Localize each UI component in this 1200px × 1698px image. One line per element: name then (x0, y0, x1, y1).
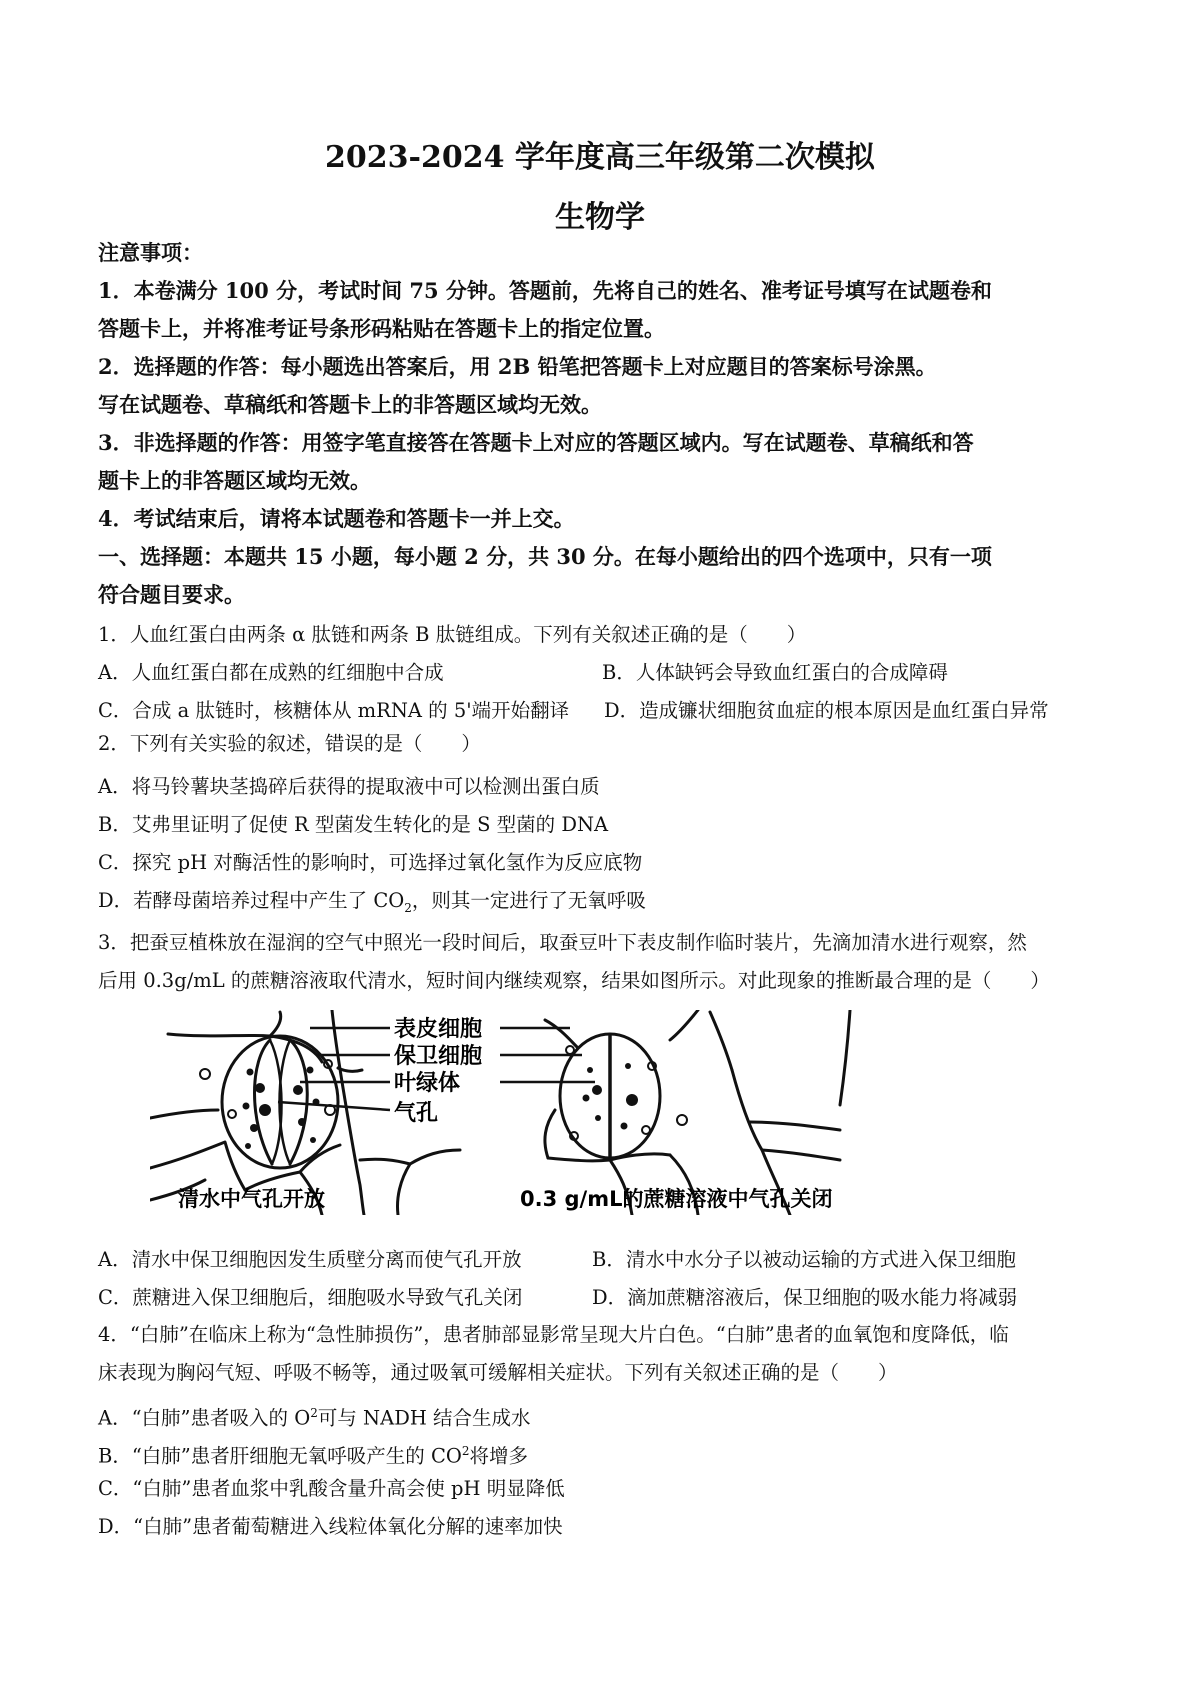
caption-closed-stoma: 0.3 g/mL的蔗糖溶液中气孔关闭 (520, 1187, 833, 1211)
question-1-stem: 1．人血红蛋白由两条 α 肽链和两条 B 肽链组成。下列有关叙述正确的是（ ） (98, 623, 807, 646)
q1-option-a: A．人血红蛋白都在成熟的红细胞中合成 (98, 661, 444, 684)
question-4-stem: 床表现为胸闷气短、呼吸不畅等，通过吸氧可缓解相关症状。下列有关叙述正确的是（ ） (98, 1361, 898, 1384)
label-epidermis-cell: 表皮细胞 (394, 1017, 483, 1042)
q1-option-d: D．造成镰状细胞贫血症的根本原因是血红蛋白异常 (604, 699, 1049, 722)
question-2-stem: 2．下列有关实验的叙述，错误的是（ ） (98, 732, 481, 755)
q2-option-d: D．若酵母菌培养过程中产生了 $CO_2$，则其一定进行了无氧呼吸 (98, 889, 646, 915)
q3-option-a: A．清水中保卫细胞因发生质壁分离而使气孔开放 (98, 1248, 522, 1271)
q2-option-b: B．艾弗里证明了促使 R 型菌发生转化的是 S 型菌的 DNA (98, 813, 609, 836)
notice-heading: 注意事项： (98, 240, 203, 265)
notice-item: 写在试题卷、草稿纸和答题卡上的非答题区域均无效。 (98, 392, 602, 417)
question-3-stem: 后用 0.3g/mL 的蔗糖溶液取代清水，短时间内继续观察，结果如图所示。对此现象的推断最合理的是（ ） (98, 969, 1050, 992)
section-heading: 符合题目要求。 (98, 582, 245, 607)
question-4-stem: 4．“白肺”在临床上称为“急性肺损伤”，患者肺部显影常呈现大片白色。“白肺”患者的血氧饱和度降低，临 (98, 1323, 1009, 1346)
q2-option-a: A．将马铃薯块茎捣碎后获得的提取液中可以检测出蛋白质 (98, 775, 600, 798)
section-heading: 一、选择题：本题共 15 小题，每小题 2 分，共 30 分。在每小题给出的四个选项中，只有一项 (98, 544, 992, 569)
q1-option-c: C．合成 a 肽链时，核糖体从 mRNA 的 5'端开始翻译 (98, 699, 570, 722)
q2-option-c: C．探究 pH 对酶活性的影响时，可选择过氧化氢作为反应底物 (98, 851, 643, 874)
q3-option-c: C．蔗糖进入保卫细胞后，细胞吸水导致气孔关闭 (98, 1286, 523, 1309)
q4-option-c: C．“白肺”患者血浆中乳酸含量升高会使 pH 明显降低 (98, 1477, 565, 1500)
q4-option-a: A．“白肺”患者吸入的 $O^2$可与 NADH 结合生成水 (98, 1406, 531, 1430)
label-guard-cell: 保卫细胞 (394, 1044, 483, 1069)
question-3-stem: 3．把蚕豆植株放在湿润的空气中照光一段时间后，取蚕豆叶下表皮制作临时装片，先滴加清水进行观察，然 (98, 931, 1027, 954)
q1-option-b: B．人体缺钙会导致血红蛋白的合成障碍 (602, 661, 948, 684)
label-stoma: 气孔 (394, 1101, 439, 1126)
exam-title: 2023-2024 学年度高三年级第二次模拟 (325, 140, 875, 175)
stomata-figure (150, 1010, 1050, 1215)
q3-option-b: B．清水中水分子以被动运输的方式进入保卫细胞 (592, 1248, 1016, 1271)
subject-title: 生物学 (555, 200, 645, 235)
notice-item: 答题卡上，并将准考证号条形码粘贴在答题卡上的指定位置。 (98, 316, 665, 341)
q4-option-d: D．“白肺”患者葡萄糖进入线粒体氧化分解的速率加快 (98, 1515, 563, 1538)
q3-option-d: D．滴加蔗糖溶液后，保卫细胞的吸水能力将减弱 (592, 1286, 1018, 1309)
notice-item: 3．非选择题的作答：用签字笔直接答在答题卡上对应的答题区域内。写在试题卷、草稿纸和答 (98, 430, 974, 455)
notice-item: 4．考试结束后，请将本试题卷和答题卡一并上交。 (98, 506, 575, 531)
notice-item: 题卡上的非答题区域均无效。 (98, 468, 371, 493)
caption-open-stoma: 清水中气孔开放 (178, 1187, 325, 1211)
notice-item: 2．选择题的作答：每小题选出答案后，用 2B 铅笔把答题卡上对应题目的答案标号涂黑。 (98, 354, 937, 379)
notice-item: 1．本卷满分 100 分，考试时间 75 分钟。答题前，先将自己的姓名、准考证号填写在试题卷和 (98, 278, 992, 303)
label-chloroplast: 叶绿体 (394, 1071, 461, 1096)
q4-option-b: B．“白肺”患者肝细胞无氧呼吸产生的 $CO^2$将增多 (98, 1444, 529, 1468)
